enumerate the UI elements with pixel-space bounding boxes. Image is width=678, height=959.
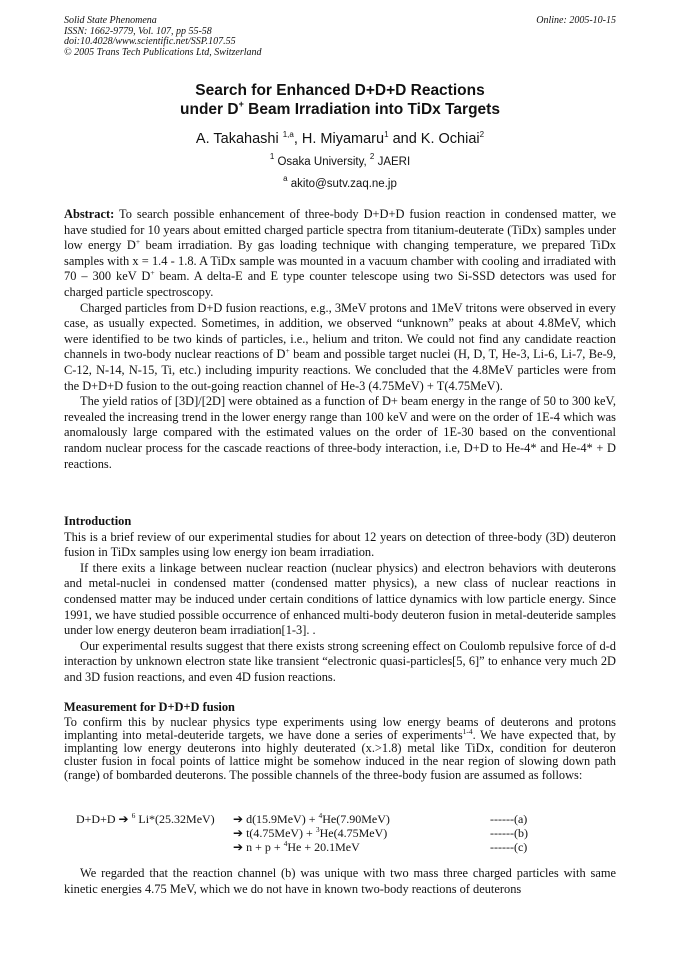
closing-paragraph: We regarded that the reaction channel (b) was unique with two mass three charged particles with same kinetic energies 4.75 MeV, which we do not have in known two-body reactions of deuterons — [64, 866, 616, 896]
equation-rhs-a: ➔ d(15.9MeV) + $^4$He(7.90MeV) — [233, 811, 390, 826]
introduction-heading: Introduction — [64, 514, 132, 528]
equation-lhs: D+D+D ➔ $^6$ Li*(25.32MeV) — [76, 811, 215, 826]
reaction-equations — [76, 812, 546, 854]
introduction-section — [64, 514, 616, 686]
author-list: A. Takahashi $^{1,a}$, H. Miyamaru$^1$ and K. Ochiai$^2$ — [195, 130, 485, 147]
equation-tag-c: ------(c) — [490, 840, 528, 854]
equation-row-b — [76, 826, 546, 840]
abstract-paragraph-2: Charged particles from D+D fusion reactions, e.g., 3MeV protons and 1MeV tritons were observed in every case, as usually expected. Sometimes, in addition, we observed “unknown” peaks at about 4.8MeV, which were identified to be two kinds of particles, i.e., helium and triton. We could not find any candidate reaction channels in two-body nuclear reactions of D+ beam and possible target nuclei (H, D, T, He-3, Li-6, Li-7, Be-9, C-12, N-14, N-15, Ti, etc.) including impurity reactions. We concluded that the 4.8MeV particles were from the D+D+D fusion to the out-going reaction channel of He-3 (4.75MeV) + T(4.75MeV). — [64, 300, 616, 393]
contact-email: $^a$ akito@sutv.zaq.ne.jp — [283, 174, 397, 190]
closing-section — [64, 866, 616, 897]
title-line-1: Search for Enhanced D+D+D Reactions — [195, 82, 485, 99]
introduction-paragraph-3: Our experimental results suggest that there exists strong screening effect on Coulomb repulsive force of d-d interaction by unknown electron state like transient “electronic quasi-particles[5, 6]” to enhance very much 2D and 3D fusion reactions, and even 4D fusion reactions. — [64, 638, 616, 684]
paper-title — [64, 81, 616, 119]
equation-rhs-c: ➔ n + p + $^4$He + 20.1MeV — [233, 839, 360, 854]
equation-rhs-b: ➔ t(4.75MeV) + $^3$He(4.75MeV) — [233, 825, 388, 840]
equation-row-a — [76, 812, 546, 826]
arrow-icon: ➔ — [233, 826, 244, 840]
equation-tag-b: ------(b) — [490, 826, 528, 840]
equation-row-c — [76, 840, 546, 854]
affiliations: $^1$ Osaka University, $^2$ JAERI — [269, 152, 411, 168]
abstract-section — [64, 207, 616, 472]
arrow-icon: ➔ — [118, 812, 129, 826]
introduction-paragraph-1: This is a brief review of our experimental studies for about 12 years on detection of three-body (3D) deuteron fusion in TiDx samples using low energy ion beam irradiation. — [64, 529, 616, 560]
journal-header — [64, 16, 616, 58]
doi-line: doi:10.4028/www.scientific.net/SSP.107.55 — [64, 36, 236, 48]
copyright-line: © 2005 Trans Tech Publications Ltd, Switzerland — [64, 46, 262, 58]
online-date: Online: 2005-10-15 — [536, 15, 616, 26]
measurement-section — [64, 700, 616, 782]
issn-line: ISSN: 1662-9779, Vol. 107, pp 55-58 — [64, 25, 212, 37]
abstract-label: Abstract: — [64, 207, 115, 221]
measurement-heading: Measurement for D+D+D fusion — [64, 700, 235, 714]
equation-tag-a: ------(a) — [490, 812, 528, 826]
measurement-paragraph-1: To confirm this by nuclear physics type experiments using low energy beams of deuterons and protons implanting into metal-deuteride targets, we have done a series of experiments$^{1-4}$. We have expected that, by implanting low energy deuterons into highly deuterated (x.>1.8) metal like TiDx, condition for deuteron cluster fusion in focal points of lattice might be somehow induced in the near region of slowing down path (range) of bombarded deuterons. The possible channels of the three-body fusion are assumed as follows: — [64, 714, 616, 782]
title-line-2: under D+ Beam Irradiation into TiDx Targets — [180, 99, 500, 118]
abstract-paragraph-3: The yield ratios of [3D]/[2D] were obtained as a function of D+ beam energy in the range of 50 to 300 keV, revealed the increasing trend in the lower energy range than 100 keV and were on the order of 1E-4 which was anomalously large compared with the estimated values on the order of 1E-30 based on the conventional random nuclear process for the cascade reactions of three-body interaction, i.e, D+D to He-4* and He-4* + D reactions. — [64, 394, 616, 471]
abstract-paragraph-1: Abstract: To search possible enhancement of three-body D+D+D fusion reaction in condensed matter, we have studied for 10 years about emitted charged particle spectra from titanium-deuterate (TiDx) samples under low energy D+ beam irradiation. By gas loading technique with changing temperature, we prepared TiDx samples with x = 1.4 - 1.8. A TiDx sample was mounted in a vacuum chamber with cooling and irradiated with 70 – 300 keV D+ beam. A delta-E and E type counter telescope using two Si-SSD detectors was used for charged particle spectroscopy. — [64, 207, 616, 299]
arrow-icon: ➔ — [233, 812, 244, 826]
introduction-paragraph-2: If there exits a linkage between nuclear reaction (nuclear physics) and electron behaviors with deuterons and metal-nuclei in condensed matter (condensed matter physics), a new class of nuclear reactions in condensed matter may be induced under certain conditions of lattice dynamics with low particle energy. Since 1991, we have studied possible occurrence of enhanced multi-body deuteron fusion in metal-deuteride samples under low energy deuteron beam irradiation[1-3]. . — [64, 560, 616, 638]
journal-name: Solid State Phenomena — [64, 15, 157, 26]
arrow-icon: ➔ — [233, 840, 244, 854]
